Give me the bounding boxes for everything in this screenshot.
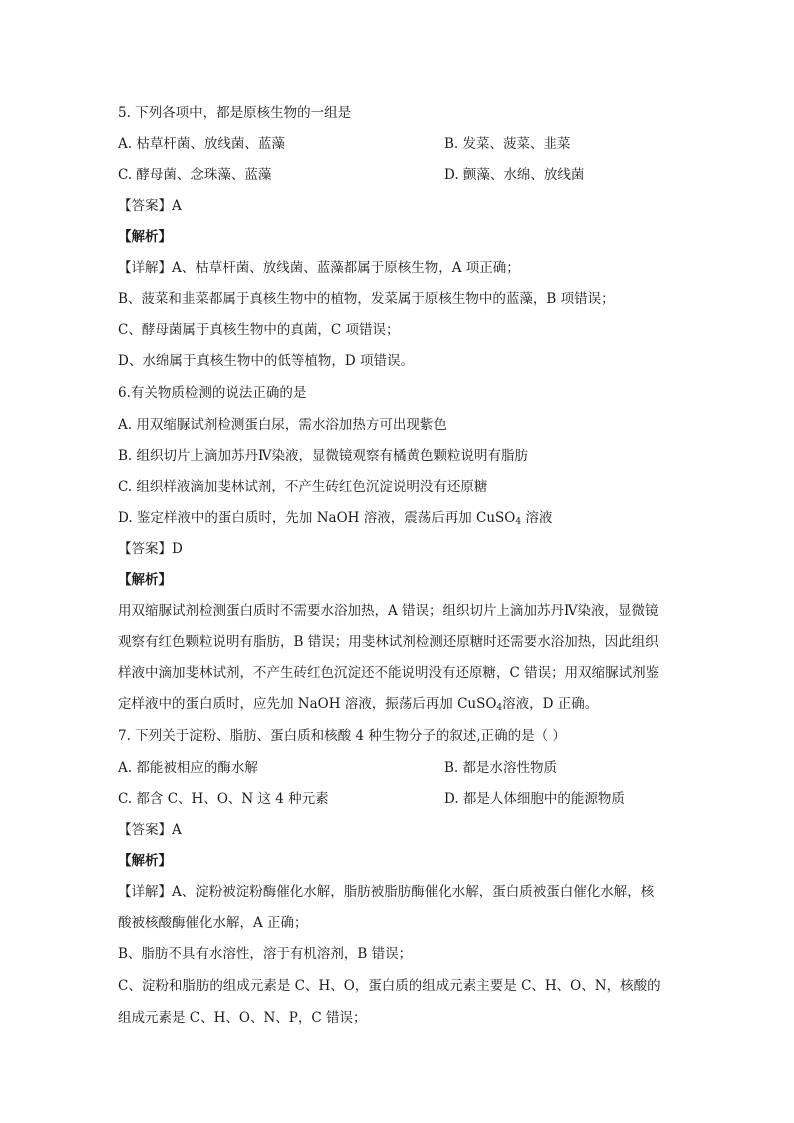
q7-option-b: B. 都是水溶性物质 xyxy=(444,760,558,776)
q7-stem: 7. 下列关于淀粉、脂肪、蛋白质和核酸 4 种生物分子的叙述,正确的是（ ） xyxy=(118,728,566,744)
q6-analysis-line xyxy=(118,695,598,713)
q6-answer: 【答案】D xyxy=(118,541,183,557)
q5-option-d: D. 颤藻、水绵、放线菌 xyxy=(444,167,585,183)
q6-stem: 6.有关物质检测的说法正确的是 xyxy=(118,385,307,401)
q7-option-d: D. 都是人体细胞中的能源物质 xyxy=(444,791,625,807)
q7-detail-line: B、脂肪不具有水溶性，溶于有机溶剂，B 错误； xyxy=(118,946,413,962)
q5-analysis-label: 【解析】 xyxy=(118,229,172,245)
q6-option-a: A. 用双缩脲试剂检测蛋白尿，需水浴加热方可出现紫色 xyxy=(118,417,447,433)
q6-option-c: C. 组织样液滴加斐林试剂，不产生砖红色沉淀说明没有还原糖 xyxy=(118,479,488,495)
q6-option-d-text: D. 鉴定样液中的蛋白质时，先加 NaOH 溶液，震荡后再加 CuSO xyxy=(118,510,516,526)
q5-option-a: A. 枯草杆菌、放线菌、蓝藻 xyxy=(118,136,285,152)
q5-detail-line: 【详解】A、枯草杆菌、放线菌、蓝藻都属于原核生物，A 项正确； xyxy=(118,260,520,276)
q7-answer: 【答案】A xyxy=(118,822,182,838)
q7-detail-line: 酸被核酸酶催化水解，A 正确； xyxy=(118,915,308,931)
q7-option-c: C. 都含 C、H、O、N 这 4 种元素 xyxy=(118,791,329,807)
q5-stem: 5. 下列各项中，都是原核生物的一组是 xyxy=(118,105,352,121)
q6-analysis-subscript: 4 xyxy=(496,703,503,713)
q6-analysis-line: 样液中滴加斐林试剂，不产生砖红色沉淀还不能说明没有还原糖，C 错误；用双缩脲试剂鉴 xyxy=(118,665,660,681)
q6-analysis-line: 用双缩脲试剂检测蛋白质时不需要水浴加热，A 错误；组织切片上滴加苏丹Ⅳ染液，显微镜 xyxy=(118,603,659,619)
q5-option-c: C. 酵母菌、念珠藻、蓝藻 xyxy=(118,167,272,183)
q6-analysis-line: 观察有红色颗粒说明有脂肪，B 错误；用斐林试剂检测还原糖时还需要水浴加热，因此组织 xyxy=(118,634,659,650)
q6-analysis-tail: 溶液，D 正确。 xyxy=(502,696,599,712)
q6-option-b: B. 组织切片上滴加苏丹Ⅳ染液，显微镜观察有橘黄色颗粒说明有脂肪 xyxy=(118,448,528,464)
q5-detail-line: B、菠菜和韭菜都属于真核生物中的植物，发菜属于原核生物中的蓝藻，B 项错误； xyxy=(118,291,615,307)
q6-option-d-tail: 溶液 xyxy=(521,510,553,526)
q6-option-d-subscript: 4 xyxy=(515,517,522,527)
q7-option-a: A. 都能被相应的酶水解 xyxy=(118,760,258,776)
q5-answer: 【答案】A xyxy=(118,198,182,214)
q7-detail-line: C、淀粉和脂肪的组成元素是 C、H、O，蛋白质的组成元素主要是 C、H、O、N，核酸的 xyxy=(118,978,661,994)
q6-option-d xyxy=(118,509,552,527)
q7-analysis-label: 【解析】 xyxy=(118,853,172,869)
q5-option-b: B. 发菜、菠菜、韭菜 xyxy=(444,136,571,152)
q5-detail-line: C、酵母菌属于真核生物中的真菌，C 项错误； xyxy=(118,322,400,338)
q6-analysis-label: 【解析】 xyxy=(118,572,172,588)
q5-detail-line: D、水绵属于真核生物中的低等植物，D 项错误。 xyxy=(118,353,414,369)
q6-analysis-text: 定样液中的蛋白质时，应先加 NaOH 溶液，振荡后再加 CuSO xyxy=(118,696,497,712)
q7-detail-line: 【详解】A、淀粉被淀粉酶催化水解，脂肪被脂肪酶催化水解，蛋白质被蛋白催化水解，核 xyxy=(118,884,655,900)
q7-detail-line: 组成元素是 C、H、O、N、P，C 错误； xyxy=(118,1010,367,1026)
